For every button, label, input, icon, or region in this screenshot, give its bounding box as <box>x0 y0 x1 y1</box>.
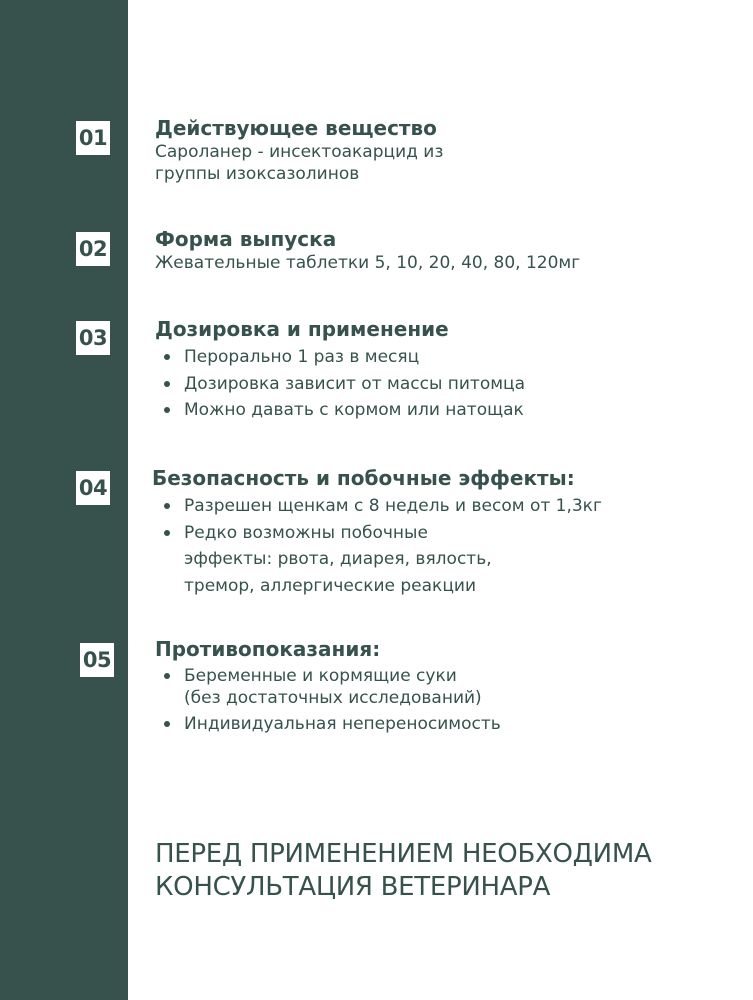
notice-line: ПЕРЕД ПРИМЕНЕНИЕМ НЕОБХОДИМА <box>155 839 652 869</box>
bullet-icon <box>164 503 170 509</box>
consultation-notice <box>155 838 651 904</box>
list-item <box>155 711 733 738</box>
list-item <box>155 371 733 398</box>
section-safety <box>152 465 733 599</box>
section-title: Форма выпуска <box>155 227 337 251</box>
section-number-badge: 03 <box>76 321 110 355</box>
bullet-icon <box>164 721 170 727</box>
bullet-icon <box>164 673 170 679</box>
section-title: Действующее вещество <box>155 116 437 140</box>
section-title: Противопоказания: <box>155 637 381 661</box>
section-title: Дозировка и применение <box>155 317 449 341</box>
section-text-line: Жевательные таблетки 5, 10, 20, 40, 80, 120мг <box>155 253 581 273</box>
list-item <box>155 665 733 709</box>
bullet-icon <box>164 381 170 387</box>
bullet-icon <box>164 407 170 413</box>
bullet-list <box>155 344 733 424</box>
section-contraindications <box>155 636 733 738</box>
notice-line: КОНСУЛЬТАЦИЯ ВЕТЕРИНАРА <box>155 872 551 902</box>
bullet-icon <box>164 354 170 360</box>
section-number-badge: 05 <box>80 643 114 677</box>
list-item-text: Разрешен щенкам с 8 недель и весом от 1,3кг <box>184 496 602 516</box>
list-item <box>155 397 733 424</box>
list-item-continuation: тремор, аллергические реакции <box>184 575 476 596</box>
list-item-text: Можно давать с кормом или натощак <box>184 400 524 420</box>
list-item <box>155 344 733 371</box>
list-item <box>155 520 733 600</box>
section-number-badge: 01 <box>76 121 110 155</box>
section-number-badge: 04 <box>76 471 110 505</box>
section-number-badge: 02 <box>76 232 110 266</box>
list-item <box>155 493 733 520</box>
list-item-text: Индивидуальная непереносимость <box>184 714 501 734</box>
list-item-text: Беременные и кормящие суки <box>184 666 457 686</box>
bullet-icon <box>164 530 170 536</box>
bullet-list <box>155 493 733 599</box>
section-active-substance <box>155 115 733 185</box>
list-item-text: Редко возможны побочные <box>184 522 428 543</box>
section-dosage <box>155 316 733 424</box>
section-title: Безопасность и побочные эффекты: <box>152 466 575 490</box>
section-text-line: Сароланер - инсектоакарцид из <box>155 142 444 162</box>
section-text-line: группы изоксазолинов <box>155 164 360 184</box>
list-item-continuation: эффекты: рвота, диарея, вялость, <box>184 549 492 569</box>
list-item-text: Перорально 1 раз в месяц <box>184 347 420 367</box>
bullet-list <box>155 665 733 738</box>
list-item-continuation: (без достаточных исследований) <box>184 688 482 708</box>
section-release-form <box>155 226 733 274</box>
list-item-text: Дозировка зависит от массы питомца <box>184 373 526 394</box>
